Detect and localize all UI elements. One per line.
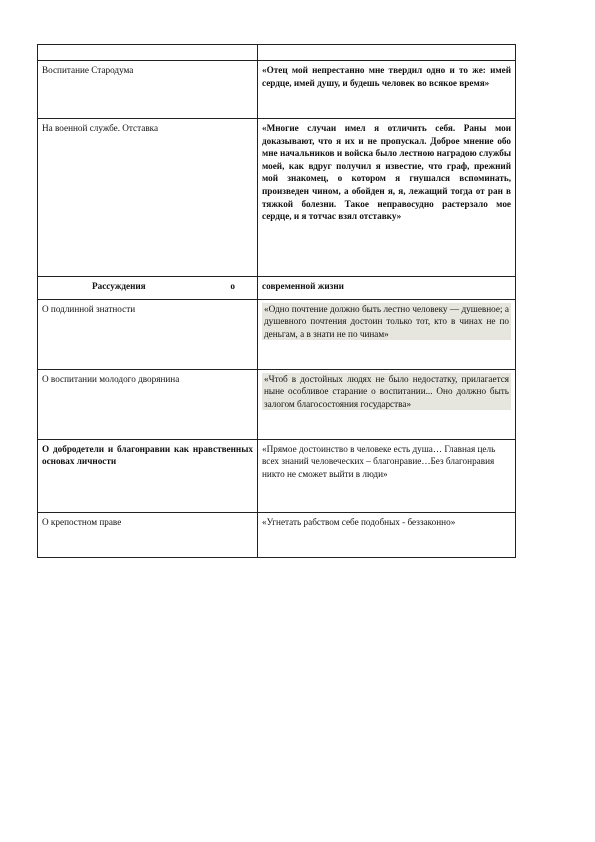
quote-cell [258, 299, 516, 369]
section-header-right: современной жизни [258, 277, 516, 300]
quote-cell: «Угнетать рабством себе подобных - беззаконно» [258, 512, 516, 557]
highlighted-quote: «Чтоб в достойных людях не было недостатку, прилагается ныне особливое старание о воспитании... Оно должно быть залогом благосостояния государства» [264, 373, 509, 409]
table-cell-empty [38, 45, 258, 61]
table-row [38, 439, 516, 512]
quote-cell: «Прямое достоинство в человеке есть душа… Главная цель всех знаний человеческих – благонравие…Без благонравия никто не сможет выйти в люди» [258, 439, 516, 512]
table-row [38, 61, 516, 119]
topic-cell: О воспитании молодого дворянина [38, 369, 258, 439]
section-header-word: о [230, 281, 235, 291]
highlighted-quote: «Одно почтение должно быть лестно человеку — душевное; а душевного почтения достоин только тот, кто в чинах не по деньгам, а в знати не по чинам» [264, 303, 509, 339]
topic-cell: О добродетели и благонравии как нравственных основах личности [38, 439, 258, 512]
section-header-row [38, 277, 516, 300]
table-row [38, 512, 516, 557]
topic-cell: О подлинной знатности [38, 299, 258, 369]
table-cell-empty [258, 45, 516, 61]
section-header-left [38, 277, 258, 300]
quote-cell: «Многие случаи имел я отличить себя. Раны мои доказывают, что я их и не пропускал. Доброе мнение обо мне начальников и войска было лестною наградою службы моей, как вдруг получил я известие, что граф, прежний мой знакомец, о котором я гнушался вспоминать, произведен чином, а обойден я, я, лежащий тогда от ран в тяжкой болезни. Такое неправосудно растерзало мое сердце, и я тотчас взял отставку» [258, 119, 516, 277]
topic-cell: О крепостном праве [38, 512, 258, 557]
table-row [38, 45, 516, 61]
section-header-word: Рассуждения [92, 281, 146, 291]
character-quotes-table [37, 44, 516, 558]
quote-cell [258, 369, 516, 439]
topic-cell: На военной службе. Отставка [38, 119, 258, 277]
quote-cell: «Отец мой непрестанно мне твердил одно и то же: имей сердце, имей душу, и будешь человек во всякое время» [258, 61, 516, 119]
table-row [38, 299, 516, 369]
table-row [38, 369, 516, 439]
table-row [38, 119, 516, 277]
topic-cell: Воспитание Стародума [38, 61, 258, 119]
